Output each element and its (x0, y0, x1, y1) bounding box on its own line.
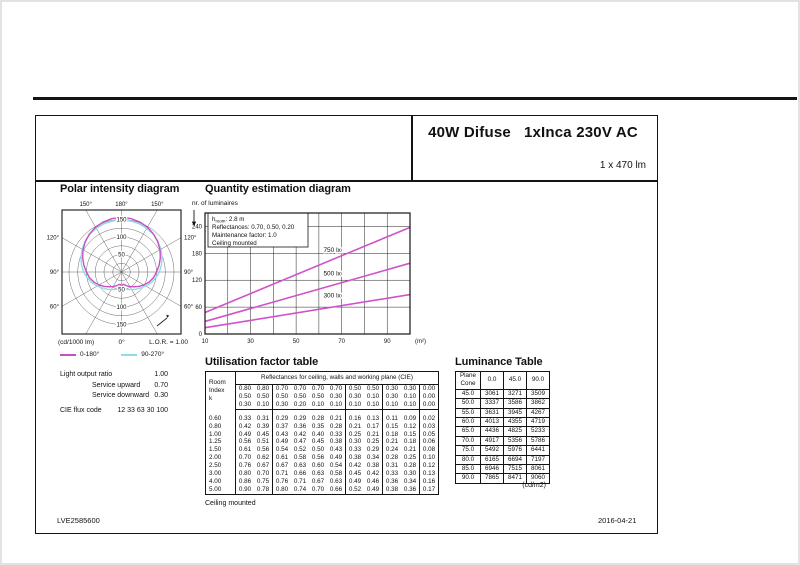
table-cell: 0.36 (403, 485, 417, 493)
table-cell: 0.49 (366, 485, 380, 493)
table-cell: 0.29 (273, 415, 292, 423)
table-cell: 0.30 (403, 385, 417, 392)
cie-flux-code-label: CIE flux code (60, 407, 102, 414)
document-code: LVE2585600 (57, 516, 100, 525)
table-cell: Room Index k (206, 372, 236, 410)
table-cell: 0.45 (346, 470, 365, 478)
table-cell: 0.49 (273, 438, 292, 446)
table-cell: 0.38 (366, 462, 380, 470)
table-cell: 0.25 (403, 454, 417, 462)
service-upward-row (60, 382, 168, 393)
legend-item-c0 (60, 351, 99, 358)
table-cell: 0.21 (383, 438, 402, 446)
table-cell: 0.36 (383, 478, 402, 486)
service-upward-label: Service upward (92, 381, 141, 389)
document-date: 2016-04-21 (598, 516, 637, 525)
table-cell: 0.30 (346, 393, 365, 401)
table-cell: 0.43 (329, 446, 343, 454)
table-cell: 0.49 (238, 430, 252, 438)
luminance-table-heading: Luminance Table (455, 356, 543, 368)
table-cell: 8061 (527, 465, 550, 474)
table-cell: 4.00 (206, 478, 236, 486)
legend-item-c90 (121, 351, 164, 358)
chart-label: 30 (247, 339, 254, 345)
table-cell: 0.58 (293, 454, 307, 462)
utilisation-row (206, 431, 439, 439)
chart-label: 50 (118, 252, 125, 259)
table-cell: 0.54 (273, 446, 292, 454)
table-cell: 0.18 (403, 438, 417, 446)
chart-label: 60° (184, 304, 194, 311)
table-cell: 0.16 (420, 478, 439, 486)
chart-label: 150 (116, 322, 127, 329)
light-output-ratio-label: Light output ratio (60, 371, 113, 378)
table-cell: 6165 (481, 455, 504, 464)
luminance-row (456, 436, 550, 445)
table-cell: 0.21 (366, 430, 380, 438)
luminance-unit-label: (cd/m2) (522, 482, 546, 489)
product-name: 40W Difuse (428, 124, 511, 141)
table-cell: 1.00 (206, 431, 236, 439)
luminance-row (456, 465, 550, 474)
luminance-row (456, 399, 550, 408)
table-cell: 0.60 (206, 415, 236, 423)
chart-label: 180 (191, 251, 202, 258)
luminance-table (455, 371, 550, 484)
info-box-line: Ceiling mounted (212, 240, 257, 247)
quantity-estimation-chart (186, 196, 436, 348)
polar-diagram-heading: Polar intensity diagram (60, 183, 180, 195)
table-cell: 0.66 (293, 470, 307, 478)
table-cell: 0.21 (329, 414, 343, 422)
table-cell: 5786 (527, 436, 550, 445)
luminance-row (456, 427, 550, 436)
table-cell: 0.38 (383, 486, 402, 494)
table-cell: 0.50 (366, 385, 380, 392)
table-cell: 90.0 (456, 474, 481, 483)
table-cell: 0.63 (293, 462, 307, 470)
table-cell: 0.42 (238, 422, 252, 430)
utilisation-table-heading: Utilisation factor table (205, 356, 319, 368)
table-cell: 0.20 (291, 401, 309, 409)
table-cell: 0.18 (383, 431, 402, 439)
table-cell: 0.12 (403, 422, 417, 430)
table-cell: 0.30 (236, 401, 255, 409)
table-cell: 0.47 (293, 438, 307, 446)
table-cell: 0.70 (238, 454, 252, 462)
table-cell: 0.67 (256, 462, 270, 470)
c0-plane-swatch-icon (60, 354, 76, 356)
luminance-table-grid (455, 371, 550, 484)
table-cell: 0.39 (256, 422, 270, 430)
chart-label: 0 (198, 332, 202, 338)
lor-label: L.O.R. = 1.00 (149, 339, 188, 346)
table-cell: 4825 (504, 427, 527, 436)
table-cell: 0.30 (346, 438, 365, 446)
table-cell: 0.09 (403, 414, 417, 422)
table-cell: 1.25 (206, 438, 236, 446)
table-cell: 3945 (504, 408, 527, 417)
table-cell: 0.00 (420, 385, 439, 393)
table-cell: 0.80 (206, 423, 236, 431)
chart-label: 240 (191, 224, 202, 231)
chart-label: 50 (118, 287, 125, 294)
table-cell: 0.43 (273, 431, 292, 439)
table-cell: 75.0 (456, 446, 481, 455)
table-cell: 3509 (527, 389, 550, 398)
table-cell: 0.33 (329, 430, 343, 438)
table-cell: 45.0 (504, 372, 527, 390)
table-cell: 0.31 (256, 414, 270, 422)
table-cell: 0.76 (273, 478, 292, 486)
utilisation-row (206, 486, 439, 494)
quantity-line-500 lx (205, 263, 410, 321)
chart-label: 120 (191, 278, 202, 285)
table-cell: 0.29 (293, 414, 307, 422)
table-cell: 0.61 (273, 454, 292, 462)
table-cell: 5356 (504, 436, 527, 445)
table-cell: 0.38 (329, 438, 343, 446)
quantity-diagram-heading: Quantity estimation diagram (205, 183, 351, 195)
lumen-output: 1 x 470 lm (599, 160, 646, 171)
chart-label: 180° (115, 202, 128, 208)
table-cell: 0.25 (366, 438, 380, 446)
light-output-ratio-value: 1.00 (154, 371, 168, 378)
table-cell: 0.10 (327, 401, 346, 409)
chart-label: 10 (201, 339, 209, 345)
table-cell: 4013 (481, 418, 504, 427)
chart-label: 60 (195, 305, 202, 312)
table-cell: 3337 (481, 399, 504, 408)
service-upward-value: 0.70 (154, 381, 168, 389)
chart-label: 90 (383, 339, 391, 345)
table-cell: 0.42 (346, 462, 365, 470)
table-cell: 0.74 (293, 485, 307, 493)
table-cell: 80.0 (456, 455, 481, 464)
utilisation-table-grid (205, 371, 439, 495)
table-cell: 9060 (527, 474, 550, 483)
table-cell: 65.0 (456, 427, 481, 436)
utilisation-row (206, 454, 439, 462)
table-cell: 0.70 (256, 470, 270, 478)
table-cell: 50.0 (456, 399, 481, 408)
table-cell: 0.42 (366, 470, 380, 478)
table-cell: 3586 (504, 399, 527, 408)
utilisation-row (206, 446, 439, 454)
table-cell: 0.34 (403, 477, 417, 485)
table-cell: 0.10 (420, 454, 439, 462)
table-cell: 0.54 (329, 462, 343, 470)
polar-intensity-chart (45, 196, 197, 344)
info-box-line: Maintenance factor: 1.0 (212, 232, 277, 239)
table-cell: 0.30 (403, 470, 417, 478)
header-rule (33, 97, 797, 100)
utilisation-row (206, 438, 439, 446)
table-cell: 0.31 (383, 462, 402, 470)
table-cell: 0.45 (256, 430, 270, 438)
table-cell: 55.0 (456, 408, 481, 417)
table-cell: 0.30 (383, 385, 402, 393)
quantity-info-box (208, 213, 308, 247)
table-cell: 0.70 (329, 385, 343, 392)
chart-label: 150° (79, 202, 92, 208)
table-cell: 0.05 (420, 431, 439, 439)
table-cell: 0.36 (293, 422, 307, 430)
utilisation-row (206, 415, 439, 423)
light-output-ratio-row (60, 371, 168, 382)
table-cell: 0.33 (383, 470, 402, 478)
table-cell: 0.13 (420, 470, 439, 478)
table-cell: 0.71 (293, 477, 307, 485)
chart-label: 100 (116, 235, 127, 241)
table-cell: 0.33 (238, 414, 252, 422)
table-cell: 4917 (481, 436, 504, 445)
table-cell: 3.00 (206, 470, 236, 478)
table-cell: 0.70 (273, 385, 292, 393)
table-cell: 7865 (481, 474, 504, 483)
table-cell: 0.50 (346, 385, 365, 393)
table-cell: 0.40 (311, 430, 325, 438)
table-cell: 0.17 (420, 486, 439, 494)
chart-label: 60° (49, 304, 59, 311)
table-cell: 0.67 (311, 477, 325, 485)
table-cell: 0.76 (238, 462, 252, 470)
table-cell: 0.28 (403, 462, 417, 470)
table-cell: 0.12 (420, 462, 439, 470)
info-box-line: Reflectances: 0.70, 0.50, 0.20 (212, 224, 295, 231)
table-cell: 0.34 (366, 454, 380, 462)
table-cell: 4436 (481, 427, 504, 436)
table-cell: 2.50 (206, 462, 236, 470)
table-cell: 90.0 (527, 372, 550, 390)
utilisation-row (206, 423, 439, 431)
table-cell: 0.56 (311, 454, 325, 462)
table-cell: 0.80 (256, 385, 270, 392)
chart-label: 500 lx (323, 270, 341, 278)
table-cell: 0.46 (366, 477, 380, 485)
table-cell: 0.28 (383, 454, 402, 462)
table-cell: 0.70 (293, 385, 307, 392)
table-cell: 0.52 (346, 486, 365, 494)
luminance-row (456, 455, 550, 464)
table-cell: 85.0 (456, 465, 481, 474)
table-cell: 6694 (504, 455, 527, 464)
table-cell: 0.21 (403, 446, 417, 454)
service-downward-value: 0.30 (154, 392, 168, 399)
table-cell: 4267 (527, 408, 550, 417)
table-cell: 0.10 (383, 401, 402, 409)
table-cell: 0.45 (311, 438, 325, 446)
legend-label-c0: 0-180° (80, 351, 100, 358)
legend-label-c90: 90-270° (141, 351, 165, 358)
table-cell: 3271 (504, 389, 527, 398)
table-cell: 0.63 (329, 477, 343, 485)
polar-legend (60, 351, 164, 358)
chart-label: 150 (116, 217, 127, 224)
table-cell: 0.50 (273, 393, 292, 401)
utilisation-row (206, 470, 439, 478)
table-cell: 5976 (504, 446, 527, 455)
table-cell: 0.50 (311, 392, 325, 400)
table-cell: 0.10 (403, 392, 417, 400)
table-cell: 0.86 (238, 477, 252, 485)
table-cell: 0.24 (383, 446, 402, 454)
table-cell: Plane Cone (456, 372, 481, 390)
table-cell: 0.13 (366, 414, 380, 422)
cie-flux-code-row (60, 407, 168, 414)
table-cell: 0.15 (383, 423, 402, 431)
table-cell: 0.10 (364, 401, 383, 409)
table-cell: 0.35 (311, 422, 325, 430)
table-cell: 0.51 (256, 438, 270, 446)
table-cell: 0.61 (238, 446, 252, 454)
table-cell: 0.28 (329, 422, 343, 430)
table-cell: 0.10 (254, 401, 273, 409)
table-cell: 7197 (527, 455, 550, 464)
table-cell: 60.0 (456, 418, 481, 427)
luminance-row (456, 389, 550, 398)
table-cell: 8471 (504, 474, 527, 483)
table-cell: 4719 (527, 418, 550, 427)
chart-label: 90° (184, 270, 194, 276)
table-cell: 0.71 (273, 470, 292, 478)
table-cell: 0.49 (346, 478, 365, 486)
ceiling-mounted-note: Ceiling mounted (205, 500, 256, 507)
table-cell: 0.10 (346, 401, 365, 409)
table-cell: 0.62 (256, 454, 270, 462)
table-cell: 0.0 (481, 372, 504, 390)
table-cell: 0.10 (366, 392, 380, 400)
chart-label: 120° (184, 235, 197, 242)
utilisation-factor-table (205, 371, 439, 495)
table-cell: 0.80 (238, 385, 252, 392)
table-cell: 0.90 (238, 485, 252, 493)
table-cell: 0.15 (403, 430, 417, 438)
table-cell: 7515 (504, 465, 527, 474)
chart-label: (m²) (415, 339, 426, 345)
table-cell: 0.17 (366, 422, 380, 430)
table-cell: 3061 (481, 389, 504, 398)
table-cell: 0.29 (366, 446, 380, 454)
table-cell: 3631 (481, 408, 504, 417)
table-cell: 0.00 (420, 401, 439, 409)
table-cell: 0.75 (256, 477, 270, 485)
table-cell: 0.00 (420, 393, 439, 401)
luminance-row (456, 446, 550, 455)
table-cell: 0.80 (238, 470, 252, 478)
table-cell: 0.67 (273, 462, 292, 470)
table-cell: 0.50 (256, 392, 270, 400)
page-title (412, 124, 654, 141)
table-cell: 0.56 (256, 446, 270, 454)
table-cell: 0.70 (311, 485, 325, 493)
table-cell: 0.33 (346, 446, 365, 454)
table-cell: 0.50 (311, 446, 325, 454)
chart-label: nr. of luminaires (192, 200, 238, 207)
utilisation-row (206, 478, 439, 486)
table-cell: 0.03 (420, 423, 439, 431)
table-cell: 2.00 (206, 454, 236, 462)
table-cell: 0.11 (383, 415, 402, 423)
cie-flux-code-value: 12 33 63 30 100 (117, 407, 168, 414)
table-cell: 0.60 (311, 462, 325, 470)
table-cell: 0.16 (346, 415, 365, 423)
table-cell: 0.50 (293, 392, 307, 400)
table-cell: 0.08 (420, 446, 439, 454)
chart-label: 100 (116, 305, 127, 311)
table-cell: 6946 (481, 465, 504, 474)
table-cell: 0.02 (420, 415, 439, 423)
table-cell: 4355 (504, 418, 527, 427)
title-divider-horizontal (35, 180, 657, 182)
table-cell: 70.0 (456, 436, 481, 445)
table-cell: 5.00 (206, 486, 236, 494)
table-cell: 1.50 (206, 446, 236, 454)
table-cell: 0.52 (293, 446, 307, 454)
table-cell: 6441 (527, 446, 550, 455)
chart-label: 120° (46, 235, 59, 242)
table-cell: 0.30 (273, 401, 292, 409)
table-cell: 0.63 (311, 470, 325, 478)
chart-label: 50 (292, 339, 300, 345)
polar-footer (58, 339, 188, 346)
table-cell: 0.21 (346, 423, 365, 431)
table-cell: 0.28 (311, 414, 325, 422)
table-cell: 0.42 (293, 430, 307, 438)
chart-label: 90° (49, 270, 59, 276)
photometrics-summary (60, 371, 168, 403)
service-downward-row (60, 392, 168, 403)
luminance-row (456, 408, 550, 417)
service-downward-label: Service downward (92, 392, 150, 399)
table-cell: 0.58 (329, 470, 343, 478)
table-cell: 0.66 (329, 485, 343, 493)
table-cell: 0.25 (346, 431, 365, 439)
c90-plane-swatch-icon (121, 354, 137, 356)
table-cell: 5233 (527, 427, 550, 436)
info-box-line: $h_{room}$: 2.8 m (212, 216, 245, 224)
table-cell: 3862 (527, 399, 550, 408)
table-cell: 5492 (481, 446, 504, 455)
table-cell: 0.30 (383, 393, 402, 401)
chart-label: 150° (151, 202, 164, 208)
table-cell: 0.56 (238, 438, 252, 446)
table-cell: 0.06 (420, 438, 439, 446)
lamp-name: 1xInca 230V AC (523, 124, 638, 141)
table-cell: 0.49 (329, 454, 343, 462)
gamma-direction-icon (157, 314, 169, 326)
utilisation-row (206, 462, 439, 470)
table-cell: 0.10 (401, 401, 420, 409)
table-cell: 0.37 (273, 423, 292, 431)
table-cell: 45.0 (456, 389, 481, 398)
chart-label: 750 lx (323, 246, 341, 254)
table-cell: 0.78 (256, 485, 270, 493)
table-cell: 0.70 (311, 385, 325, 392)
table-cell: 0.50 (238, 392, 252, 400)
table-cell: Reflectances for ceiling, walls and working plane (CIE) (236, 372, 439, 385)
table-cell: 0.30 (329, 392, 343, 400)
table-cell: 0.10 (309, 401, 327, 409)
polar-units-label: (cd/1000 lm) (58, 339, 95, 346)
table-cell: 0.80 (273, 486, 292, 494)
chart-label: 300 lx (323, 292, 341, 300)
chart-label: 70 (338, 339, 346, 345)
luminance-row (456, 418, 550, 427)
table-cell: 0.38 (346, 454, 365, 462)
polar-zero-angle-label: 0° (118, 339, 125, 346)
